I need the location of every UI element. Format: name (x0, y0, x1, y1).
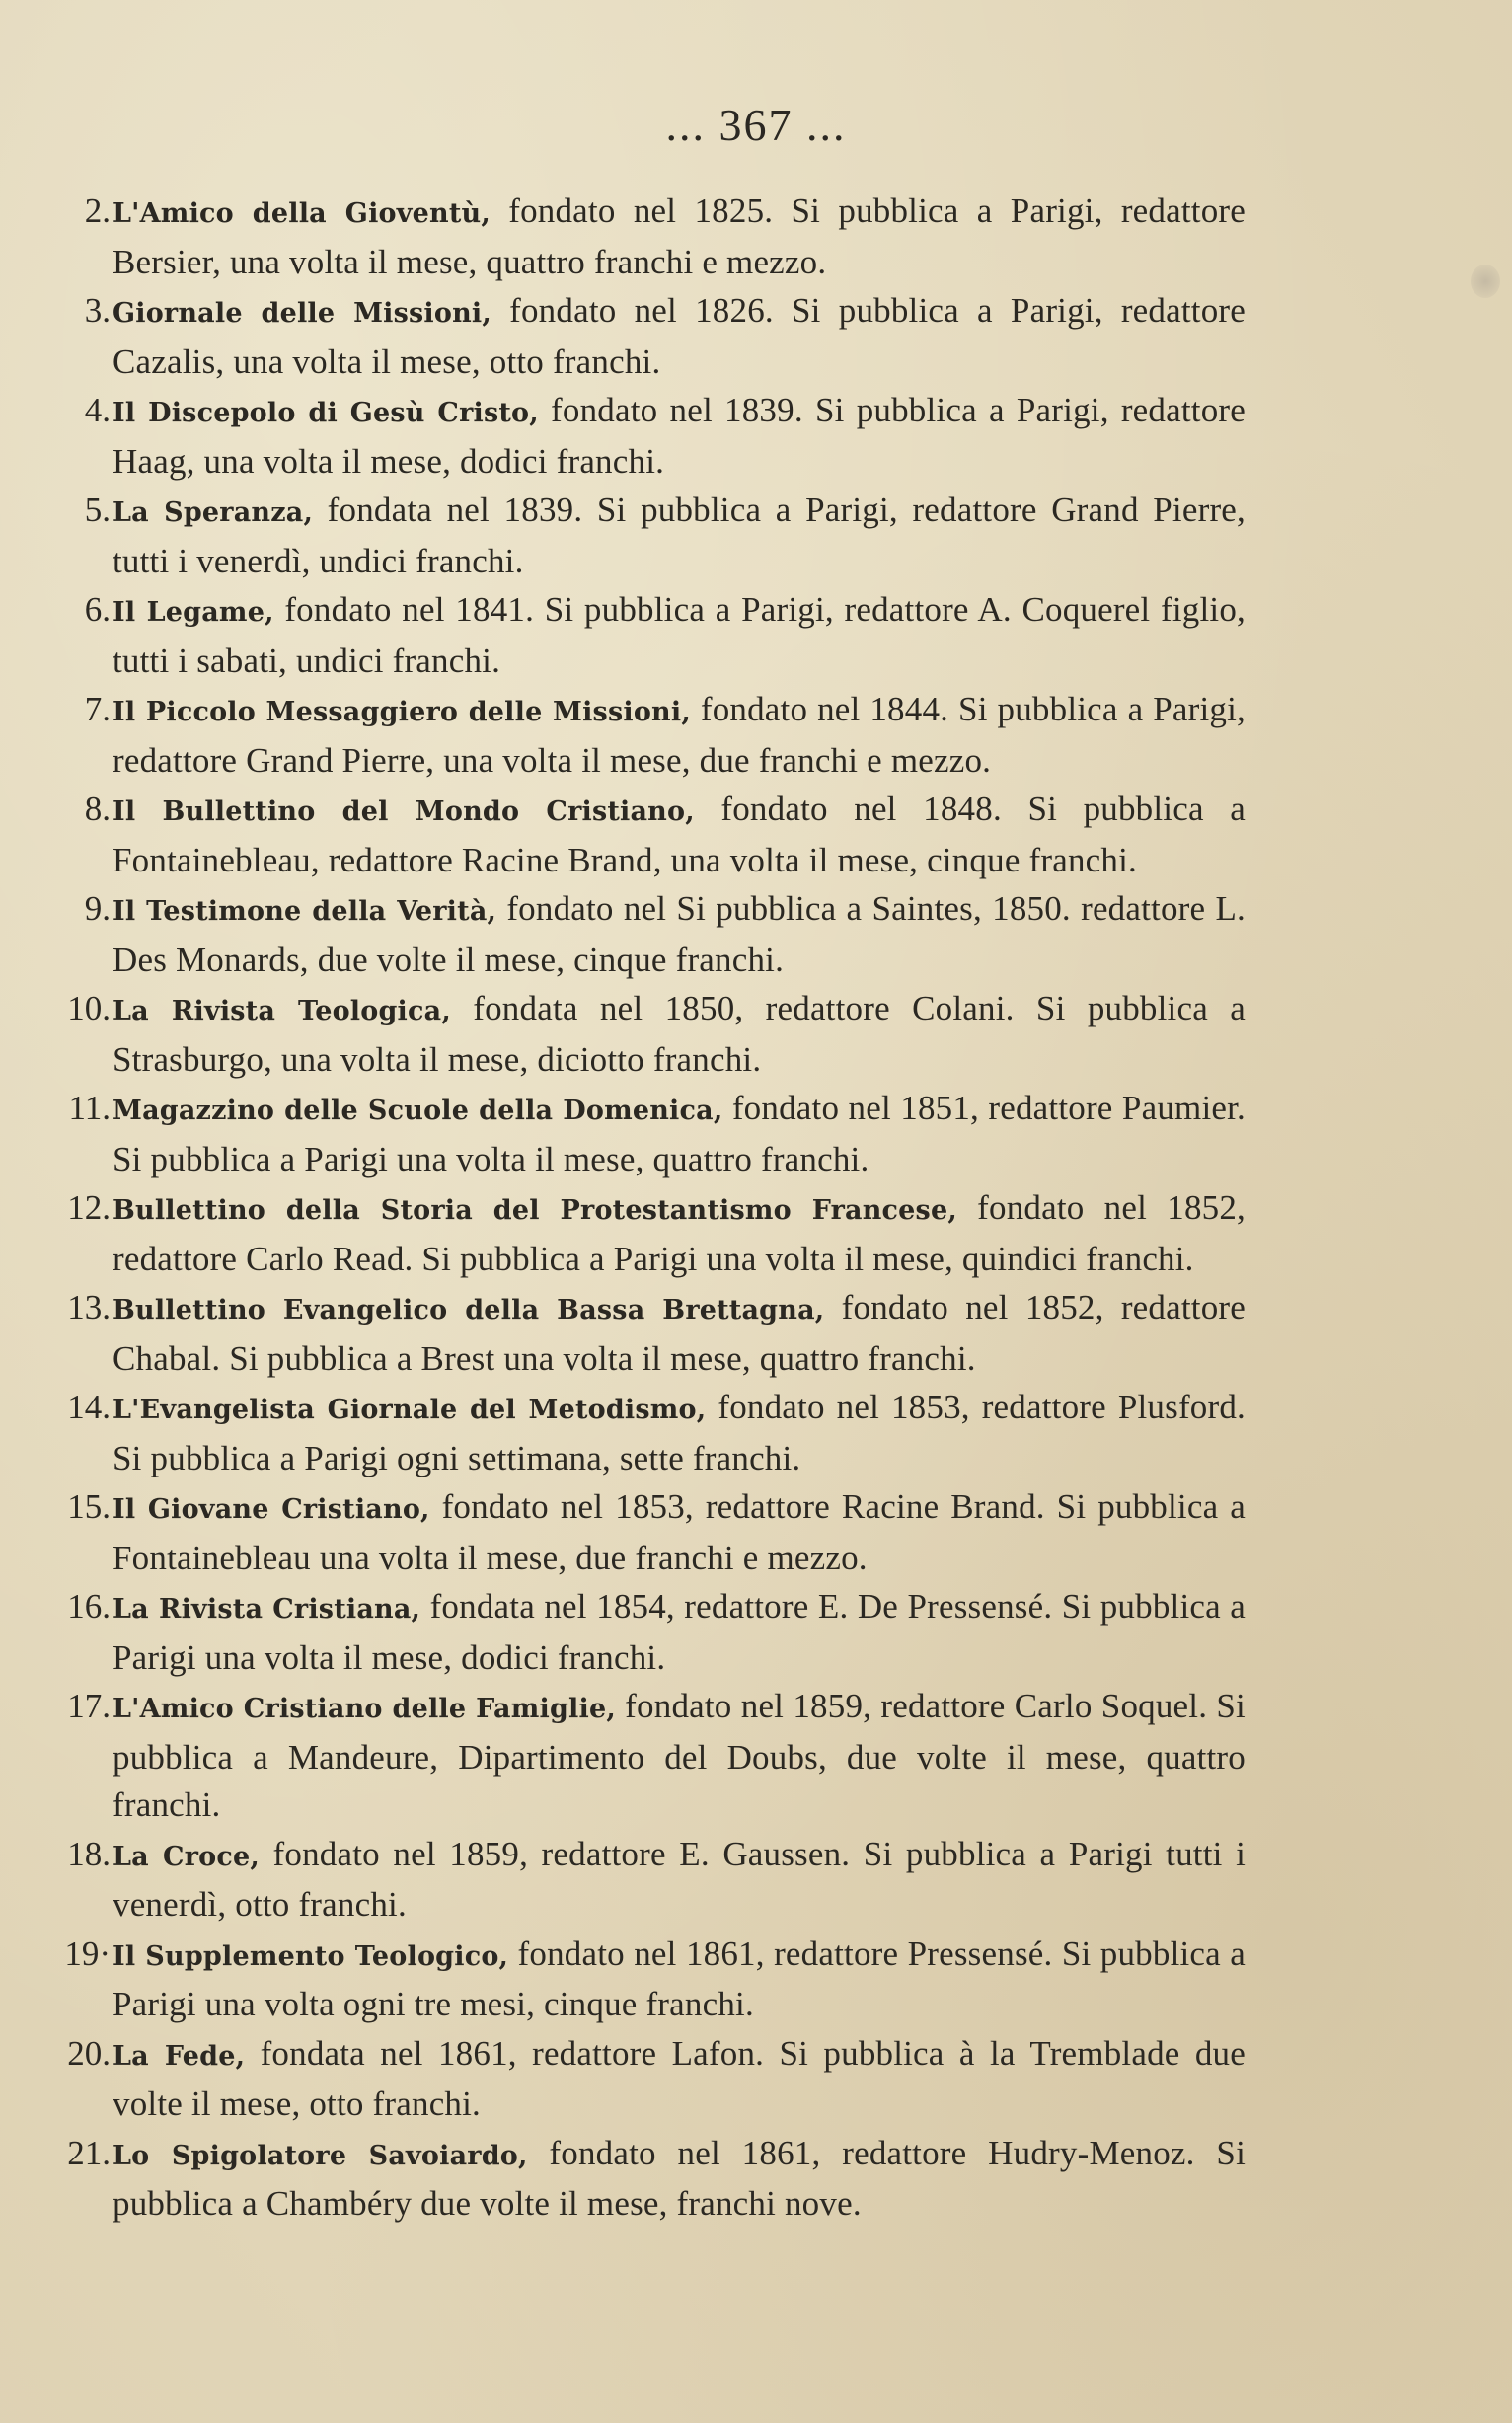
periodical-description: fondato nel 1851, redattore Paumier. Si pubblica a Parigi una volta il mese, quattro franchi. (113, 1089, 1246, 1178)
periodical-title: Il Legame, (113, 597, 274, 628)
list-item (67, 1831, 1246, 1930)
list-item (67, 2030, 1246, 2129)
item-number: 2. (84, 191, 111, 230)
list-item (67, 1184, 1246, 1283)
periodical-title: Bullettino della Storia del Protestantismo Francese, (113, 1195, 957, 1226)
list-item (71, 885, 1246, 984)
list-item (67, 985, 1247, 1084)
item-number: 13. (67, 1288, 111, 1326)
item-number: 15. (67, 1487, 111, 1526)
periodical-description: fondato nel 1839. Si pubblica a Parigi, redattore Haag, una volta il mese, dodici franchi. (113, 391, 1246, 481)
item-number: 18. (67, 1834, 111, 1873)
periodical-description: fondato nel 1853, redattore Plusford. Si pubblica a Parigi ogni settimana, sette franchi. (113, 1388, 1247, 1477)
list-item (71, 287, 1246, 386)
periodical-description: fondato nel 1825. Si pubblica a Parigi, redattore Bersier, una volta il mese, quattro franchi e mezzo. (113, 191, 1246, 281)
item-number: 12. (67, 1188, 111, 1227)
periodical-title: Giornale delle Missioni, (113, 298, 491, 329)
periodical-description: fondata nel 1850, redattore Colani. Si pubblica a Strasburgo, una volta il mese, diciotto franchi. (113, 989, 1247, 1079)
item-number: 3. (84, 291, 111, 330)
item-number: 6. (84, 590, 111, 629)
periodical-title: Il Giovane Cristiano, (113, 1494, 430, 1525)
periodicals-list (64, 188, 1247, 2230)
periodical-description: fondata nel 1854, redattore E. De Pressensé. Si pubblica a Parigi una volta il mese, dodici franchi. (113, 1587, 1246, 1677)
list-item (67, 1583, 1246, 1682)
item-number: 14. (67, 1388, 111, 1426)
periodical-description: fondato nel 1853, redattore Racine Brand. Si pubblica a Fontainebleau una volta il mese, due franchi e mezzo. (113, 1487, 1246, 1577)
list-item (71, 487, 1246, 585)
periodical-description: fondato nel 1844. Si pubblica a Parigi, redattore Grand Pierre, una volta il mese, due franchi e mezzo. (113, 690, 1246, 780)
list-item (71, 786, 1246, 884)
periodical-description: fondato nel Si pubblica a Saintes, 1850. redattore L. Des Monards, due volte il mese, cinque franchi. (113, 889, 1246, 979)
periodical-description: fondato nel 1841. Si pubblica a Parigi, redattore A. Coquerel figlio, tutti i sabati, undici franchi. (113, 590, 1246, 680)
periodical-title: Bullettino Evangelico della Bassa Brettagna, (113, 1295, 825, 1325)
paper-stain (1471, 265, 1500, 298)
periodical-title: Il Supplemento Teologico, (113, 1940, 509, 1972)
periodical-title: La Croce, (113, 1841, 261, 1872)
periodical-description: fondata nel 1861, redattore Lafon. Si pubblica à la Tremblade due volte il mese, otto franchi. (113, 2033, 1246, 2123)
periodical-title: L'Amico della Gioventù, (113, 198, 491, 229)
list-item (71, 586, 1246, 685)
periodical-description: fondato nel 1861, redattore Pressensé. Si pubblica a Parigi una volta ogni tre mesi, cinque franchi. (113, 1933, 1247, 2023)
periodical-title: Il Piccolo Messaggiero delle Missioni, (113, 697, 691, 727)
item-number: 21. (67, 2133, 111, 2172)
item-number: 9. (84, 889, 111, 928)
list-item (71, 686, 1246, 785)
periodical-title: La Rivista Teologica, (113, 996, 451, 1026)
list-item (67, 1683, 1246, 1830)
periodical-title: La Rivista Cristiana, (113, 1594, 421, 1625)
periodical-title: La Fede, (113, 2040, 246, 2072)
periodical-title: Il Bullettino del Mondo Cristiano, (113, 796, 695, 827)
periodical-title: Il Discepolo di Gesù Cristo, (113, 398, 539, 428)
periodical-description: fondato nel 1859, redattore Carlo Soquel. Si pubblica a Mandeure, Dipartimento del Doubs, due volte il mese, quattro franchi. (113, 1687, 1246, 1824)
item-number: 4. (84, 391, 111, 429)
item-number: 11. (68, 1089, 111, 1127)
list-item (68, 1085, 1246, 1183)
periodical-description: fondato nel 1861, redattore Hudry-Menoz. Si pubblica a Chambéry due volte il mese, franchi nove. (113, 2133, 1246, 2223)
periodical-description: fondato nel 1848. Si pubblica a Fontainebleau, redattore Racine Brand, una volta il mese, cinque franchi. (113, 790, 1246, 879)
item-number: 16. (67, 1587, 111, 1626)
list-item (67, 1483, 1246, 1582)
item-number: 10. (67, 989, 111, 1027)
periodical-title: L'Amico Cristiano delle Famiglie, (113, 1694, 616, 1724)
item-number: 8. (84, 790, 111, 828)
item-number: 5. (84, 491, 111, 529)
periodical-description: fondato nel 1859, redattore E. Gaussen. Si pubblica a Parigi tutti i venerdì, otto franchi. (113, 1834, 1246, 1924)
periodical-title: La Speranza, (113, 497, 314, 528)
list-item (71, 188, 1246, 286)
periodical-title: Magazzino delle Scuole della Domenica, (113, 1096, 723, 1126)
list-item (67, 1284, 1246, 1383)
periodical-title: Lo Spigolatore Savoiardo, (113, 2140, 528, 2171)
list-item (71, 387, 1246, 486)
list-item (64, 1931, 1247, 2029)
item-number: 19· (64, 1933, 111, 1973)
item-number: 17. (67, 1687, 111, 1725)
periodical-description: fondato nel 1826. Si pubblica a Parigi, redattore Cazalis, una volta il mese, otto franchi. (113, 291, 1246, 381)
periodical-title: L'Evangelista Giornale del Metodismo, (113, 1395, 707, 1425)
item-number: 7. (84, 690, 111, 728)
periodical-description: fondato nel 1852, redattore Chabal. Si pubblica a Brest una volta il mese, quattro franchi. (113, 1288, 1246, 1378)
periodical-description: fondato nel 1852, redattore Carlo Read. Si pubblica a Parigi una volta il mese, quindici franchi. (113, 1188, 1246, 1278)
page-number-header: ... 367 ... (665, 100, 847, 150)
list-item (67, 2130, 1246, 2229)
periodical-title: Il Testimone della Verità, (113, 896, 497, 927)
list-item (67, 1384, 1247, 1482)
item-number: 20. (67, 2033, 111, 2073)
periodical-description: fondata nel 1839. Si pubblica a Parigi, redattore Grand Pierre, tutti i venerdì, undici franchi. (113, 491, 1246, 580)
